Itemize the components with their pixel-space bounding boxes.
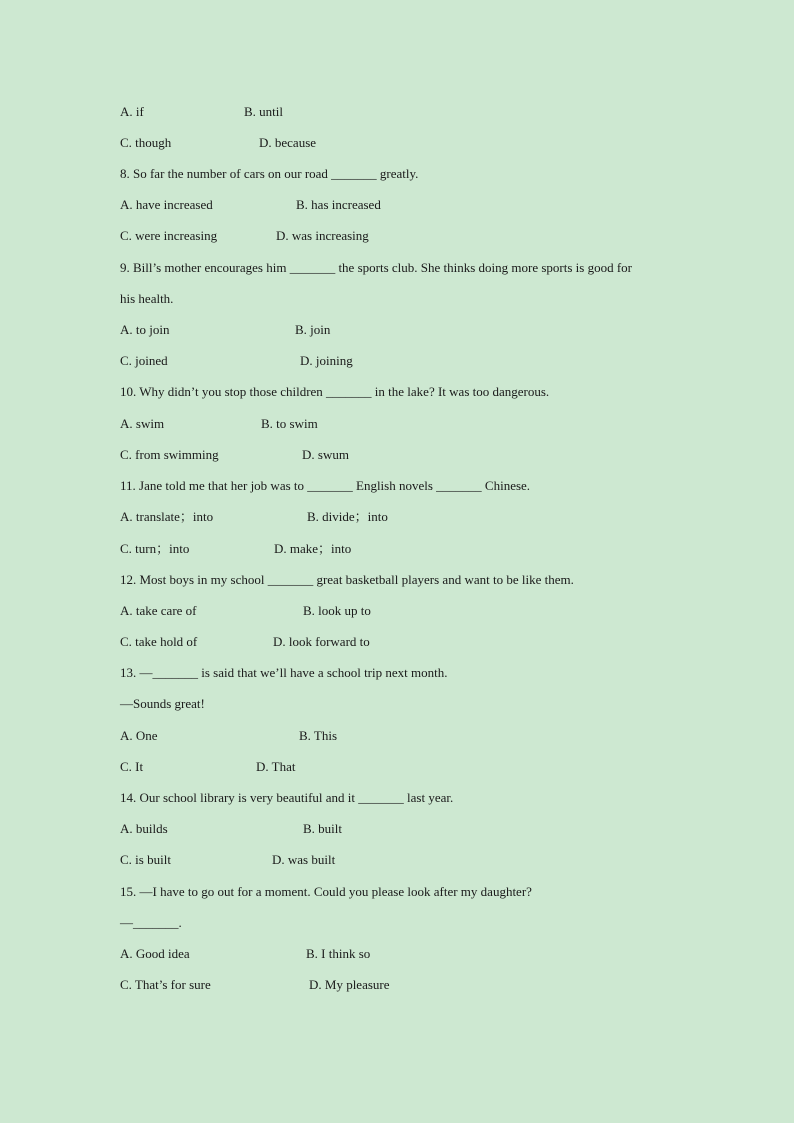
q10-option-b: B. to swim	[261, 416, 318, 431]
q13-option-d: D. That	[256, 759, 296, 774]
q10-option-c: C. from swimming	[120, 447, 219, 462]
q14-option-b: B. built	[303, 821, 343, 836]
q9-stem: 9. Bill’s mother encourages him _______ the sports club. She thinks doing more sports is good for	[120, 260, 633, 275]
q8-option-c: C. were increasing	[120, 228, 218, 243]
q13-option-a: A. One	[120, 728, 158, 743]
q8-option-d: D. was increasing	[276, 228, 369, 243]
q14-stem: 14. Our school library is very beautiful and it _______ last year.	[120, 790, 454, 805]
q11-option-a: A. translate；into	[120, 509, 214, 524]
q15-option-b: B. I think so	[306, 946, 371, 961]
q8-stem: 8. So far the number of cars on our road _______ greatly.	[120, 166, 419, 181]
q12-stem: 12. Most boys in my school _______ great basketball players and want to be like them.	[120, 572, 574, 587]
q12-option-d: D. look forward to	[273, 634, 370, 649]
q14-option-a: A. builds	[120, 821, 168, 836]
q8-option-a: A. have increased	[120, 197, 213, 212]
q13-option-c: C. It	[120, 759, 144, 774]
q12-option-b: B. look up to	[303, 603, 371, 618]
q11-option-b: B. divide；into	[307, 509, 388, 524]
q13-stem: 13. —_______ is said that we’ll have a school trip next month.	[120, 665, 448, 680]
q9-option-c: C. joined	[120, 353, 168, 368]
q10-stem: 10. Why didn’t you stop those children _______ in the lake? It was too dangerous.	[120, 384, 550, 399]
q11-stem: 11. Jane told me that her job was to _______ English novels _______ Chinese.	[120, 478, 531, 493]
q15-reply: —_______.	[120, 915, 182, 930]
q7-option-b: B. until	[244, 104, 284, 119]
q11-option-d: D. make；into	[274, 541, 352, 556]
q14-option-c: C. is built	[120, 852, 171, 867]
q8-option-b: B. has increased	[296, 197, 381, 212]
q9-stem-continued: his health.	[120, 291, 174, 306]
q9-option-b: B. join	[295, 322, 331, 337]
q13-option-b: B. This	[299, 728, 338, 743]
q14-option-d: D. was built	[272, 852, 336, 867]
q11-option-c: C. turn；into	[120, 541, 190, 556]
q12-option-c: C. take hold of	[120, 634, 198, 649]
q15-option-a: A. Good idea	[120, 946, 190, 961]
q10-option-a: A. swim	[120, 416, 165, 431]
q7-option-a: A. if	[120, 104, 144, 119]
q15-option-d: D. My pleasure	[309, 977, 390, 992]
q13-reply: —Sounds great!	[120, 696, 205, 711]
q15-stem: 15. —I have to go out for a moment. Could you please look after my daughter?	[120, 884, 532, 899]
q15-option-c: C. That’s for sure	[120, 977, 211, 992]
q10-option-d: D. swum	[302, 447, 349, 462]
q9-option-a: A. to join	[120, 322, 170, 337]
q7-option-c: C. though	[120, 135, 172, 150]
q12-option-a: A. take care of	[120, 603, 197, 618]
q9-option-d: D. joining	[300, 353, 353, 368]
q7-option-d: D. because	[259, 135, 317, 150]
